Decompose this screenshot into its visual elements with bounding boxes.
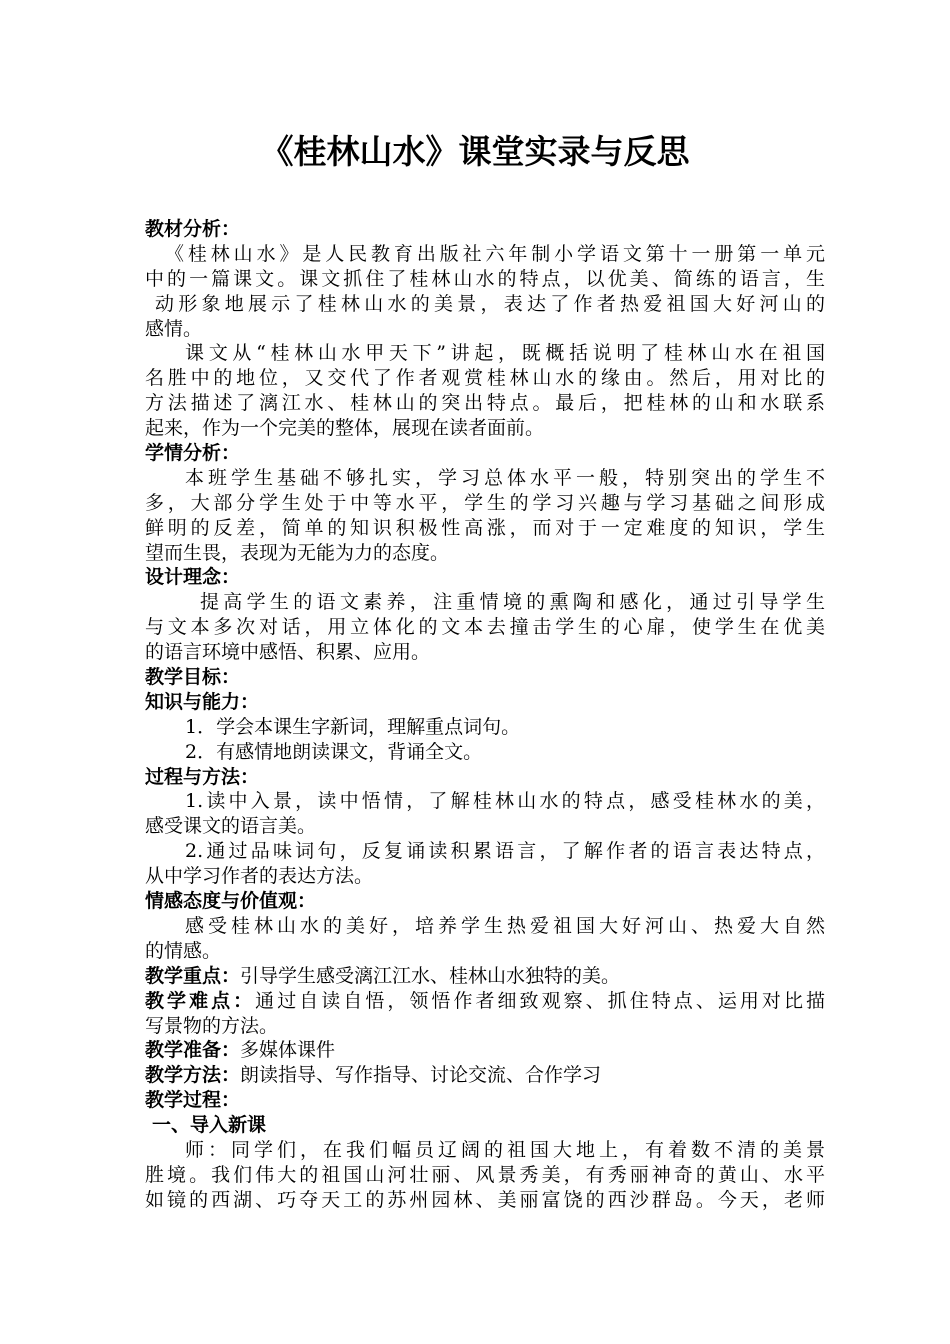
paragraph-line: 师：同学们，在我们幅员辽阔的祖国大地上，有着数不清的美景 (185, 1138, 825, 1161)
document-title: 《桂林山水》课堂实录与反思 (260, 132, 690, 171)
section-heading: 学情分析： (145, 442, 241, 465)
paragraph-line: 如镜的西湖、巧夺天工的苏州园林、美丽富饶的西沙群岛。今天，老师 (145, 1188, 825, 1211)
paragraph-line: 望而生畏，表现为无能为力的态度。 (145, 541, 450, 564)
labeled-line (145, 1063, 825, 1088)
line-text: 朗读指导、写作指导、讨论交流、合作学习 (240, 1064, 602, 1087)
paragraph-line: 课文从“桂林山水甲天下”讲起，既概括说明了桂林山水在祖国 (185, 342, 825, 365)
paragraph-line: 多，大部分学生处于中等水平，学生的学习兴趣与学习基础之间形成 (145, 491, 825, 514)
paragraph-line: 提高学生的语文素养，注重情境的熏陶和感化，通过引导学生 (200, 591, 825, 614)
paragraph-line: 《桂林山水》是人民教育出版社六年制小学语文第十一册第一单元 (165, 242, 825, 265)
paragraph-line: 的情感。 (145, 939, 222, 962)
paragraph-line: 动形象地展示了桂林山水的美景，表达了作者热爱祖国大好河山的 (155, 292, 825, 315)
section-heading: 设计理念： (145, 566, 241, 589)
paragraph-line: 1.读中入景，读中悟情，了解桂林山水的特点，感受桂林水的美， (185, 790, 825, 813)
paragraph-line: 的语言环境中感悟、积累、应用。 (145, 641, 431, 664)
document-body (145, 217, 825, 1213)
line-label: 教学准备： (145, 1039, 241, 1062)
paragraph-line: 感受课文的语言美。 (145, 815, 317, 838)
paragraph-line: 起来，作为一个完美的整体，展现在读者面前。 (145, 417, 545, 440)
paragraph-line: 本班学生基础不够扎实，学习总体水平一般，特别突出的学生不 (185, 466, 825, 489)
section-heading: 教学目标： (145, 666, 241, 689)
paragraph-line: 与文本多次对话，用立体化的文本去撞击学生的心扉，使学生在优美 (145, 616, 825, 639)
line-label: 教学难点： (145, 989, 256, 1012)
section-heading: 过程与方法： (145, 765, 260, 788)
line-text: 多媒体课件 (240, 1039, 336, 1062)
paragraph-line: 方法描述了漓江水、桂林山的突出特点。最后，把桂林的山和水联系 (145, 392, 825, 415)
labeled-line (145, 989, 825, 1014)
labeled-line (145, 964, 825, 989)
paragraph-line: 名胜中的地位，又交代了作者观赏桂林山水的缘由。然后，用对比的 (145, 367, 825, 390)
section-heading: 教学过程： (145, 1089, 241, 1112)
section-heading: 一、导入新课 (152, 1114, 267, 1137)
paragraph-line: 感情。 (145, 317, 203, 340)
paragraph-line: 1．学会本课生字新词，理解重点词句。 (185, 715, 521, 738)
paragraph-line: 写景物的方法。 (145, 1014, 279, 1037)
paragraph-line: 2.通过品味词句，反复诵读积累语言，了解作者的语言表达特点， (185, 840, 825, 863)
paragraph-line: 从中学习作者的表达方法。 (145, 865, 374, 888)
paragraph-line: 胜境。我们伟大的祖国山河壮丽、风景秀美，有秀丽神奇的黄山、水平 (145, 1163, 825, 1186)
section-heading: 教材分析： (145, 218, 241, 240)
paragraph-line: 鲜明的反差，简单的知识积极性高涨，而对于一定难度的知识，学生 (145, 516, 825, 539)
paragraph-line: 感受桂林山水的美好，培养学生热爱祖国大好河山、热爱大自然 (185, 914, 825, 937)
labeled-line (145, 1038, 825, 1063)
section-heading: 知识与能力： (145, 690, 260, 713)
paragraph-line: 2．有感情地朗读课文，背诵全文。 (185, 740, 483, 763)
paragraph-line: 中的一篇课文。课文抓住了桂林山水的特点，以优美、简练的语言，生 (145, 267, 825, 290)
section-heading: 情感态度与价值观： (145, 890, 317, 913)
line-label: 教学方法： (145, 1064, 241, 1087)
line-text: 引导学生感受漓江江水、桂林山水独特的美。 (240, 964, 621, 987)
line-text: 通过自读自悟，领悟作者细致观察、抓住特点、运用对比描 (255, 989, 825, 1012)
line-label: 教学重点： (145, 964, 241, 987)
